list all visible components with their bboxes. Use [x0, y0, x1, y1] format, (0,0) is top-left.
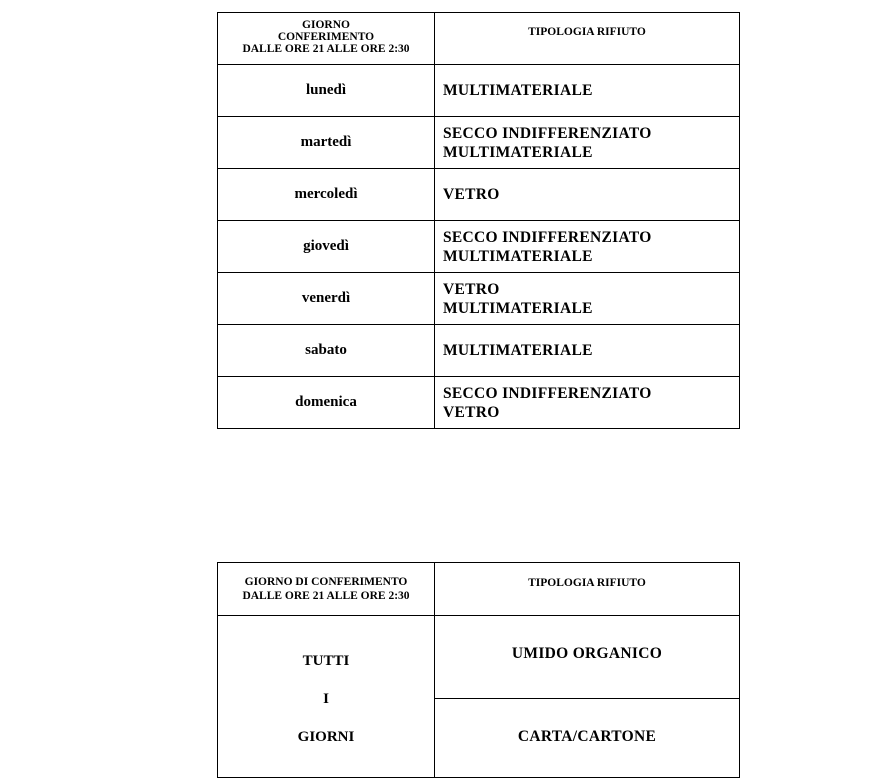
every-day-line: TUTTI [302, 652, 350, 669]
waste-cell: UMIDO ORGANICO [435, 616, 740, 699]
waste-cell [435, 325, 740, 377]
day-cell: lunedì [218, 65, 435, 117]
header-type-label: TIPOLOGIA RIFIUTO [528, 577, 646, 589]
header-day-line: DALLE ORE 21 ALLE ORE 2:30 [242, 590, 410, 602]
header-day-line: CONFERIMENTO [277, 31, 375, 43]
waste-cell [435, 221, 740, 273]
waste-type: VETRO [443, 280, 500, 298]
table-row [218, 117, 740, 169]
waste-type: MULTIMATERIALE [443, 299, 593, 317]
header-day-cell [218, 13, 435, 65]
every-day-line: GIORNI [297, 728, 355, 745]
daily-collection-table [217, 12, 740, 429]
every-day-cell [218, 616, 435, 778]
every-day-line: I [323, 690, 329, 707]
waste-type: MULTIMATERIALE [443, 143, 593, 161]
day-cell: sabato [218, 325, 435, 377]
table-row [218, 325, 740, 377]
header-day-line: GIORNO [302, 19, 350, 31]
header-day-line: GIORNO DI CONFERIMENTO [244, 576, 408, 588]
day-cell: domenica [218, 377, 435, 429]
waste-type: SECCO INDIFFERENZIATO [443, 124, 652, 142]
waste-type: VETRO [443, 186, 500, 203]
waste-cell: CARTA/CARTONE [435, 699, 740, 778]
day-cell: mercoledì [218, 169, 435, 221]
everyday-collection-table [217, 562, 740, 778]
table-row [218, 377, 740, 429]
waste-type: MULTIMATERIALE [443, 342, 593, 359]
waste-type: SECCO INDIFFERENZIATO [443, 228, 652, 246]
header-type-cell [435, 563, 740, 616]
waste-cell [435, 273, 740, 325]
table-row [218, 221, 740, 273]
waste-cell [435, 65, 740, 117]
header-type-label: TIPOLOGIA RIFIUTO [528, 26, 646, 38]
waste-type: MULTIMATERIALE [443, 82, 593, 99]
header-day-line: DALLE ORE 21 ALLE ORE 2:30 [242, 43, 410, 55]
waste-type: VETRO [443, 403, 500, 421]
day-cell: venerdì [218, 273, 435, 325]
header-type-cell [435, 13, 740, 65]
header-day-cell [218, 563, 435, 616]
waste-cell [435, 377, 740, 429]
waste-cell [435, 117, 740, 169]
day-cell: giovedì [218, 221, 435, 273]
waste-type: SECCO INDIFFERENZIATO [443, 384, 652, 402]
table-row [218, 273, 740, 325]
waste-cell [435, 169, 740, 221]
day-cell: martedì [218, 117, 435, 169]
waste-type: MULTIMATERIALE [443, 247, 593, 265]
table-row [218, 169, 740, 221]
table-row [218, 65, 740, 117]
